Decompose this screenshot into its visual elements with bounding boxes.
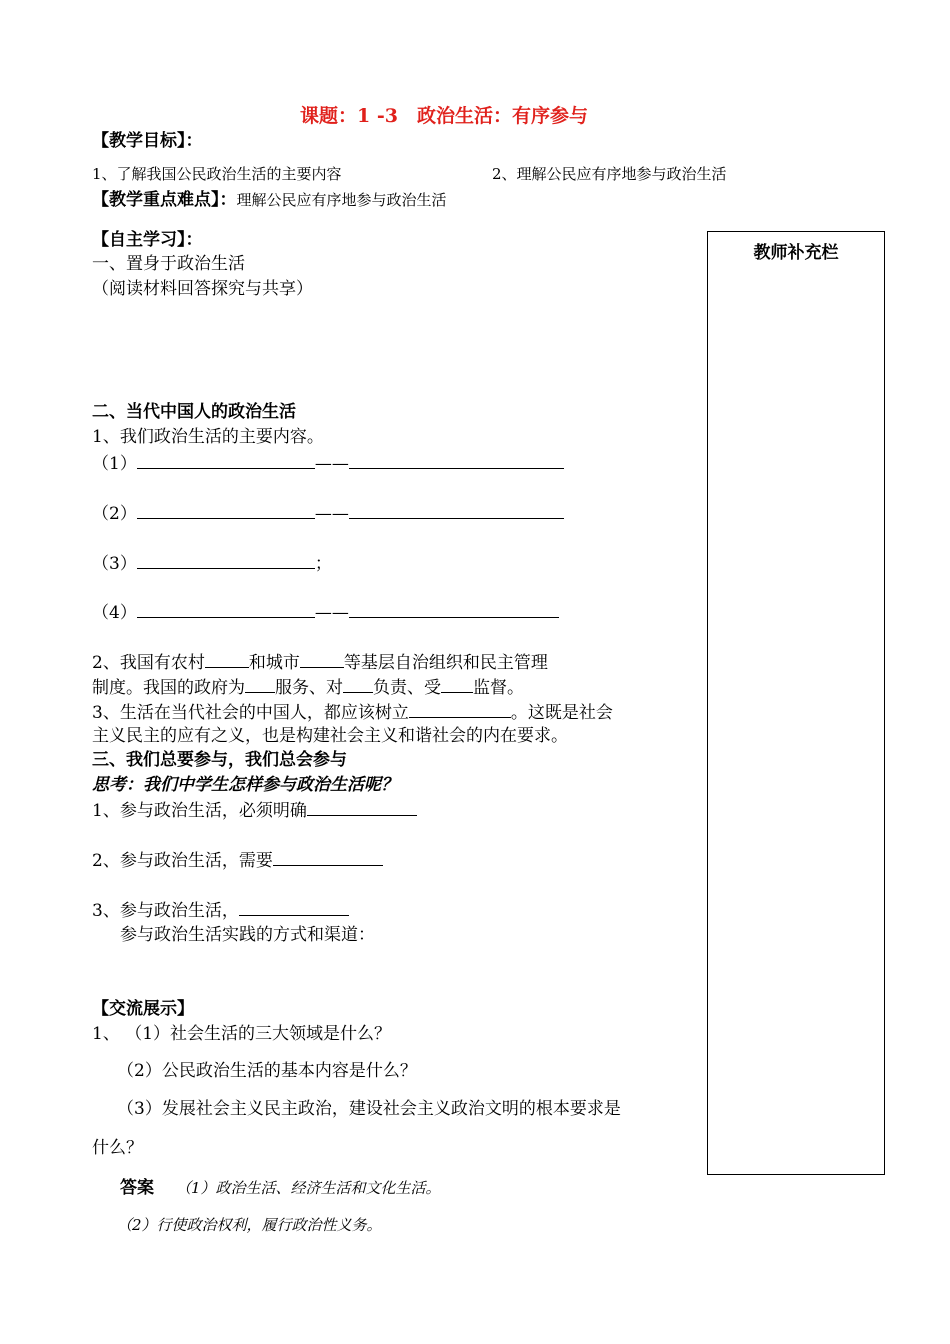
text: 制度。我国的政府为 bbox=[92, 678, 245, 698]
fill-line-2 bbox=[92, 502, 564, 525]
blank-field[interactable] bbox=[137, 601, 315, 618]
key-points bbox=[92, 189, 447, 211]
blank-field[interactable] bbox=[137, 452, 315, 469]
text: 负责、受 bbox=[373, 678, 441, 698]
goals-heading: 【教学目标】： bbox=[92, 131, 203, 151]
think-prompt: 思考：我们中学生怎样参与政治生活呢？ bbox=[92, 775, 398, 795]
exchange-heading: 【交流展示】 bbox=[92, 999, 194, 1019]
blank-field[interactable] bbox=[245, 676, 275, 693]
text: 服务、对 bbox=[275, 678, 343, 698]
goal-item-1: 1、了解我国公民政治生活的主要内容 bbox=[92, 165, 342, 183]
blank-field[interactable] bbox=[273, 849, 383, 866]
fill-line-1-label: （1） bbox=[92, 454, 137, 474]
dash: —— bbox=[314, 454, 349, 474]
participate-2 bbox=[92, 849, 383, 872]
answer-1-text: （1）政治生活、经济生活和文化生活。 bbox=[176, 1179, 441, 1197]
answer-1 bbox=[120, 1177, 441, 1199]
text: 等基层自治组织和民主管理 bbox=[343, 653, 548, 673]
fill-line-4-label: （4） bbox=[92, 603, 137, 623]
fill-line-1 bbox=[92, 452, 564, 475]
key-points-text: 理解公民应有序地参与政治生活 bbox=[236, 191, 447, 209]
blank-field[interactable] bbox=[343, 676, 373, 693]
goal-item-2: 2、理解公民应有序地参与政治生活 bbox=[492, 165, 727, 183]
teacher-notes-box bbox=[707, 231, 885, 1175]
exchange-q2: （2）公民政治生活的基本内容是什么？ bbox=[117, 1061, 417, 1081]
blank-field[interactable] bbox=[307, 799, 417, 816]
text: 3、参与政治生活， bbox=[92, 901, 239, 921]
text: 。这既是社会 bbox=[510, 703, 613, 723]
section-1-note: （阅读材料回答探究与共享） bbox=[92, 279, 313, 299]
exchange-q3-line-1: （3）发展社会主义民主政治，建设社会主义政治文明的根本要求是 bbox=[117, 1099, 621, 1119]
blank-field[interactable] bbox=[300, 651, 344, 668]
fill-line-3 bbox=[92, 552, 332, 575]
answer-label: 答案 bbox=[120, 1178, 154, 1198]
blank-field[interactable] bbox=[205, 651, 249, 668]
question-3-line-1 bbox=[92, 701, 613, 724]
key-points-heading: 【教学重点难点】： bbox=[92, 190, 237, 210]
blank-field[interactable] bbox=[349, 452, 564, 469]
exchange-q1: 1、 （1）社会生活的三大领域是什么？ bbox=[92, 1024, 392, 1044]
participate-3 bbox=[92, 899, 349, 922]
text: 2、我国有农村 bbox=[92, 653, 205, 673]
blank-field[interactable] bbox=[349, 502, 564, 519]
fill-line-3-label: （3） bbox=[92, 554, 137, 574]
question-3-line-2: 主义民主的应有之义，也是构建社会主义和谐社会的内在要求。 bbox=[92, 726, 568, 746]
section-1-title: 一、置身于政治生活 bbox=[92, 254, 245, 274]
blank-field[interactable] bbox=[137, 552, 315, 569]
text: 和城市 bbox=[248, 653, 300, 673]
fill-line-4 bbox=[92, 601, 559, 624]
text: 监督。 bbox=[473, 678, 524, 698]
blank-field[interactable] bbox=[137, 502, 315, 519]
section-2-title: 二、当代中国人的政治生活 bbox=[92, 402, 296, 422]
question-1: 1、我们政治生活的主要内容。 bbox=[92, 427, 324, 447]
semicolon: ； bbox=[314, 554, 332, 574]
blank-field[interactable] bbox=[349, 601, 559, 618]
exchange-q3-line-2: 什么？ bbox=[92, 1138, 143, 1158]
teacher-notes-title: 教师补充栏 bbox=[753, 243, 839, 263]
blank-field[interactable] bbox=[441, 676, 473, 693]
blank-field[interactable] bbox=[239, 899, 349, 916]
section-3-title: 三、我们总要参与，我们总会参与 bbox=[92, 750, 347, 770]
page-title: 课题：1 -3 政治生活：有序参与 bbox=[300, 105, 588, 127]
blank-field[interactable] bbox=[409, 701, 511, 718]
text: 3、生活在当代社会的中国人，都应该树立 bbox=[92, 703, 409, 723]
dash: —— bbox=[314, 504, 349, 524]
participate-1 bbox=[92, 799, 417, 822]
text: 1、参与政治生活，必须明确 bbox=[92, 801, 307, 821]
question-2-line-2 bbox=[92, 676, 524, 699]
participate-3-sub: 参与政治生活实践的方式和渠道： bbox=[120, 925, 375, 945]
question-2-line-1 bbox=[92, 651, 548, 674]
self-study-heading: 【自主学习】： bbox=[92, 230, 203, 250]
fill-line-2-label: （2） bbox=[92, 504, 137, 524]
answer-2: （2）行使政治权利，履行政治性义务。 bbox=[117, 1216, 382, 1234]
dash: —— bbox=[314, 603, 349, 623]
text: 2、参与政治生活，需要 bbox=[92, 851, 273, 871]
